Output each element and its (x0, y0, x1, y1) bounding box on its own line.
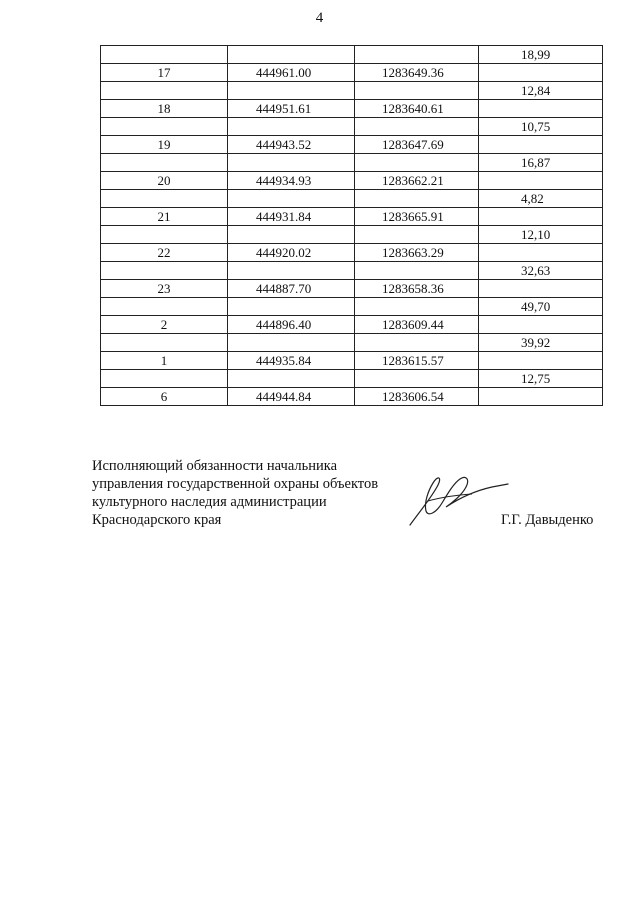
y-coordinate-cell: 1283665.91 (355, 208, 479, 226)
y-coordinate-cell (355, 334, 479, 352)
point-number-cell: 18 (101, 100, 228, 118)
distance-cell (479, 316, 603, 334)
distance-cell (479, 280, 603, 298)
point-number-cell (101, 46, 228, 64)
position-line: культурного наследия администрации (92, 494, 327, 510)
y-coordinate-cell (355, 82, 479, 100)
distance-cell (479, 172, 603, 190)
point-number-cell: 6 (101, 388, 228, 406)
y-coordinate-cell: 1283609.44 (355, 316, 479, 334)
point-number-cell (101, 190, 228, 208)
position-line: Исполняющий обязанности начальника (92, 458, 338, 474)
distance-cell (479, 388, 603, 406)
point-number-cell (101, 154, 228, 172)
table-row (101, 136, 603, 154)
x-coordinate-cell: 444896.40 (228, 316, 355, 334)
signatory-name: Г.Г. Давыденко (501, 512, 594, 528)
x-coordinate-cell (228, 226, 355, 244)
table-row (101, 262, 603, 280)
distance-cell: 12,75 (479, 370, 603, 388)
x-coordinate-cell: 444934.93 (228, 172, 355, 190)
distance-cell: 32,63 (479, 262, 603, 280)
table-row (101, 280, 603, 298)
x-coordinate-cell (228, 154, 355, 172)
x-coordinate-cell (228, 46, 355, 64)
point-number-cell: 21 (101, 208, 228, 226)
table-row (101, 388, 603, 406)
page-number: 4 (315, 10, 324, 26)
distance-cell: 16,87 (479, 154, 603, 172)
x-coordinate-cell: 444944.84 (228, 388, 355, 406)
point-number-cell (101, 226, 228, 244)
position-line: управления государственной охраны объектов (92, 476, 379, 492)
point-number-cell: 23 (101, 280, 228, 298)
y-coordinate-cell: 1283658.36 (355, 280, 479, 298)
distance-cell: 4,82 (479, 190, 603, 208)
distance-cell (479, 244, 603, 262)
table-row (101, 100, 603, 118)
x-coordinate-cell: 444943.52 (228, 136, 355, 154)
signature-block (92, 457, 612, 537)
distance-cell (479, 136, 603, 154)
point-number-cell (101, 262, 228, 280)
point-number-cell (101, 370, 228, 388)
table-row (101, 298, 603, 316)
y-coordinate-cell: 1283647.69 (355, 136, 479, 154)
coordinates-table (100, 45, 603, 406)
y-coordinate-cell (355, 262, 479, 280)
distance-cell (479, 100, 603, 118)
point-number-cell: 1 (101, 352, 228, 370)
table-row (101, 334, 603, 352)
point-number-cell: 22 (101, 244, 228, 262)
table-row (101, 82, 603, 100)
table-row (101, 244, 603, 262)
distance-cell (479, 208, 603, 226)
y-coordinate-cell (355, 46, 479, 64)
x-coordinate-cell: 444951.61 (228, 100, 355, 118)
distance-cell: 39,92 (479, 334, 603, 352)
table-row (101, 316, 603, 334)
y-coordinate-cell: 1283606.54 (355, 388, 479, 406)
table-row (101, 46, 603, 64)
point-number-cell: 2 (101, 316, 228, 334)
x-coordinate-cell: 444920.02 (228, 244, 355, 262)
point-number-cell: 17 (101, 64, 228, 82)
coordinates-table-body (101, 46, 603, 406)
distance-cell: 12,84 (479, 82, 603, 100)
table-row (101, 190, 603, 208)
y-coordinate-cell (355, 226, 479, 244)
distance-cell (479, 352, 603, 370)
table-row (101, 118, 603, 136)
point-number-cell (101, 298, 228, 316)
x-coordinate-cell (228, 298, 355, 316)
x-coordinate-cell: 444935.84 (228, 352, 355, 370)
table-row (101, 370, 603, 388)
point-number-cell: 19 (101, 136, 228, 154)
table-row (101, 208, 603, 226)
handwritten-signature (402, 467, 512, 527)
y-coordinate-cell: 1283640.61 (355, 100, 479, 118)
y-coordinate-cell: 1283662.21 (355, 172, 479, 190)
point-number-cell (101, 118, 228, 136)
table-row (101, 352, 603, 370)
table-row (101, 154, 603, 172)
point-number-cell (101, 82, 228, 100)
y-coordinate-cell (355, 298, 479, 316)
signatory-position (92, 457, 378, 529)
distance-cell: 18,99 (479, 46, 603, 64)
point-number-cell (101, 334, 228, 352)
distance-cell: 10,75 (479, 118, 603, 136)
x-coordinate-cell: 444887.70 (228, 280, 355, 298)
x-coordinate-cell: 444931.84 (228, 208, 355, 226)
y-coordinate-cell: 1283615.57 (355, 352, 479, 370)
position-line: Краснодарского края (92, 512, 222, 528)
x-coordinate-cell (228, 190, 355, 208)
y-coordinate-cell (355, 190, 479, 208)
y-coordinate-cell: 1283663.29 (355, 244, 479, 262)
x-coordinate-cell (228, 82, 355, 100)
x-coordinate-cell (228, 334, 355, 352)
distance-cell (479, 64, 603, 82)
x-coordinate-cell (228, 262, 355, 280)
x-coordinate-cell: 444961.00 (228, 64, 355, 82)
y-coordinate-cell (355, 370, 479, 388)
y-coordinate-cell (355, 118, 479, 136)
x-coordinate-cell (228, 118, 355, 136)
distance-cell: 12,10 (479, 226, 603, 244)
table-row (101, 226, 603, 244)
distance-cell: 49,70 (479, 298, 603, 316)
table-row (101, 64, 603, 82)
point-number-cell: 20 (101, 172, 228, 190)
y-coordinate-cell: 1283649.36 (355, 64, 479, 82)
x-coordinate-cell (228, 370, 355, 388)
table-row (101, 172, 603, 190)
y-coordinate-cell (355, 154, 479, 172)
